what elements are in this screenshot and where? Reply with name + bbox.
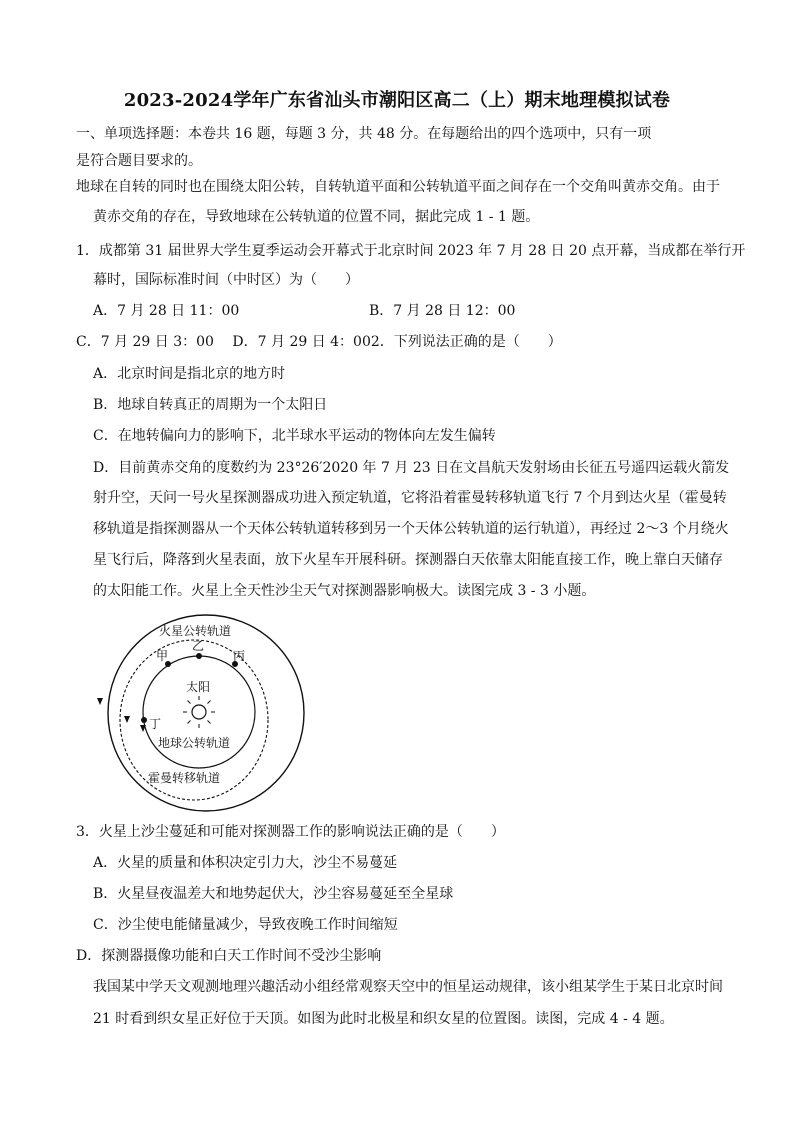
q1-option-cd: C．7 月 29 日 3：00 D．7 月 29 日 4：002．下列说法正确的是（ ） [76,334,562,350]
mars-orbit-label: 火星公转轨道 [159,624,232,638]
q3-stem: 3．火星上沙尘蔓延和可能对探测器工作的影响说法正确的是（ ） [76,824,505,840]
q1-stem-line1: 1．成都第 31 届世界大学生夏季运动会开幕式于北京时间 2023 年 7 月 28 日 20 点开幕，当成都在举行开 [76,243,746,259]
q3-option-a: A．火星的质量和体积决定引力大，沙尘不易蔓延 [93,855,398,871]
q1-option-b: B．7 月 28 日 12：00 [369,303,516,319]
transfer-orbit-arrow-icon [124,716,130,723]
intro1-line2: 黄赤交角的存在，导致地球在公转轨道的位置不同，据此完成 1 - 1 题。 [93,209,540,225]
q2-option-d-line5: 的太阳能工作。火星上全天性沙尘天气对探测器影响极大。读图完成 3 - 3 小题。 [93,583,596,599]
q1-option-a: A．7 月 28 日 11：00 [93,303,240,319]
earth-orbit-label: 地球公转轨道 [158,736,231,750]
q3-option-d: D．探测器摄像功能和白天工作时间不受沙尘影响 [76,948,382,964]
intro4-line2: 21 时看到织女星正好位于天顶。如图为此时北极星和织女星的位置图。读图，完成 4 - 4 题。 [93,1011,674,1027]
label-jia: 甲 [156,649,169,663]
q3-option-c: C．沙尘使电能储量减少，导致夜晚工作时间缩短 [93,917,398,933]
orbit-diagram [90,612,320,817]
section-instruction-line2: 是符合题目要求的。 [76,153,202,169]
q2-option-a: A．北京时间是指北京的地方时 [93,366,286,382]
page-title: 2023-2024学年广东省汕头市潮阳区高二（上）期末地理模拟试卷 [123,90,671,111]
sun-label: 太阳 [186,680,211,694]
intro4-line1: 我国某中学天文观测地理兴趣活动小组经常观察天空中的恒星运动规律，该小组某学生于某日北京时间 [93,979,723,995]
label-yi: 乙 [192,639,205,653]
point-yi [196,653,202,659]
q3-option-b: B．火星昼夜温差大和地势起伏大，沙尘容易蔓延至全星球 [93,886,454,902]
q1-stem-line2: 幕时，国际标准时间（中时区）为（ ） [93,272,359,288]
mars-orbit-arrow-icon [97,698,103,705]
q2-option-d-line1: D．目前黄赤交角的度数约为 23°26′2020 年 7 月 23 日在文昌航天发射场由长征五号遥四运载火箭发 [93,460,730,476]
q2-option-d-line2: 射升空，天问一号火星探测器成功进入预定轨道，它将沿着霍曼转移轨道飞行 7 个月到达火星（霍曼转 [93,490,727,506]
q2-option-d-line4: 星飞行后，降落到火星表面，放下火星车开展科研。探测器白天依靠太阳能直接工作，晚上靠白天储存 [93,552,723,568]
section-instruction-line1: 一、单项选择题：本卷共 16 题，每题 3 分，共 48 分。在每题给出的四个选项中，只有一项 [76,126,652,142]
label-bing: 丙 [233,649,246,663]
intro1-line1: 地球在自转的同时也在围绕太阳公转，自转轨道平面和公转轨道平面之间存在一个交角叫黄赤交角。由于 [76,179,720,195]
q2-option-c: C．在地转偏向力的影响下，北半球水平运动的物体向左发生偏转 [93,428,496,444]
point-ding [141,717,147,723]
label-ding: 丁 [149,717,162,731]
hohmann-orbit-label: 霍曼转移轨道 [148,771,221,785]
sun-icon [183,696,215,728]
q2-option-b: B．地球自转真正的周期为一个太阳日 [93,397,328,413]
q2-option-d-line3: 移轨道是指探测器从一个天体公转轨道转移到另一个天体公转轨道的运行轨道），再经过 2～3 个月绕火 [93,521,729,537]
